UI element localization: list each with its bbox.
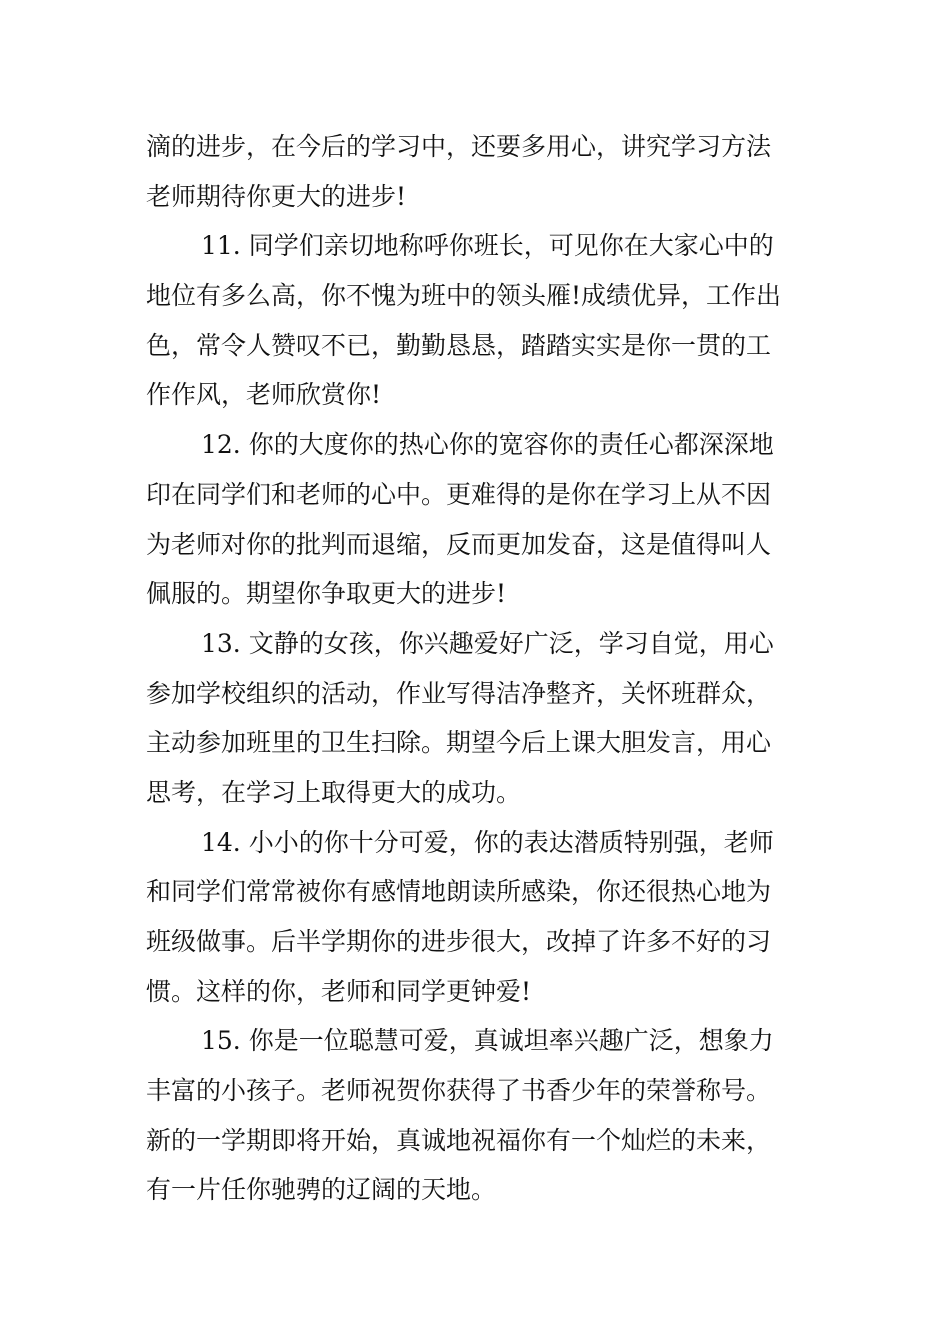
text-line: 丰富的小孩子。老师祝贺你获得了书香少年的荣誉称号。 [146,1076,772,1106]
text-line: 有一片任你驰骋的辽阔的天地。 [146,1175,497,1205]
text-line: 佩服的。期望你争取更大的进步! [146,579,507,609]
text-line: 班级做事。后半学期你的进步很大，改掉了许多不好的习 [146,927,772,956]
text-line: 14. 小小的你十分可爱，你的表达潜质特别强，老师 [201,827,774,857]
text-line: 滴的进步，在今后的学习中，还要多用心，讲究学习方法 [146,132,772,161]
text-line: 13. 文静的女孩，你兴趣爱好广泛，学习自觉，用心 [201,628,774,658]
comment-paragraph-11 [146,221,811,420]
comment-paragraph-12 [146,420,811,619]
text-line: 新的一学期即将开始，真诚地祝福你有一个灿烂的未来， [146,1125,772,1155]
text-line: 老师期待你更大的进步! [146,181,407,211]
text-line: 地位有多么高，你不愧为班中的领头雁!成绩优异，工作出 [146,281,782,311]
text-line: 作作风，老师欣赏你! [146,380,382,410]
comment-paragraph-13 [146,619,811,818]
text-line: 11. 同学们亲切地称呼你班长，可见你在大家心中的 [201,231,774,261]
text-line: 主动参加班里的卫生扫除。期望今后上课大胆发言，用心 [146,728,772,758]
text-line: 思考，在学习上取得更大的成功。 [146,777,522,807]
text-line: 惯。这样的你，老师和同学更钟爱! [146,976,532,1006]
comment-paragraph-14 [146,818,811,1017]
paragraph-continuation [146,122,811,221]
text-line: 色，常令人赞叹不已，勤勤恳恳，踏踏实实是你一贯的工 [146,330,772,360]
text-line: 参加学校组织的活动，作业写得洁净整齐，关怀班群众， [146,678,772,708]
text-line: 12. 你的大度你的热心你的宽容你的责任心都深深地 [201,430,774,460]
text-line: 和同学们常常被你有感情地朗读所感染，你还很热心地为 [146,877,772,907]
document-body [146,122,811,1215]
text-line: 印在同学们和老师的心中。更难得的是你在学习上从不因 [146,479,772,509]
comment-paragraph-15 [146,1016,811,1215]
text-line: 为老师对你的批判而退缩，反而更加发奋，这是值得叫人 [146,529,772,559]
text-line: 15. 你是一位聪慧可爱，真诚坦率兴趣广泛，想象力 [201,1026,774,1056]
